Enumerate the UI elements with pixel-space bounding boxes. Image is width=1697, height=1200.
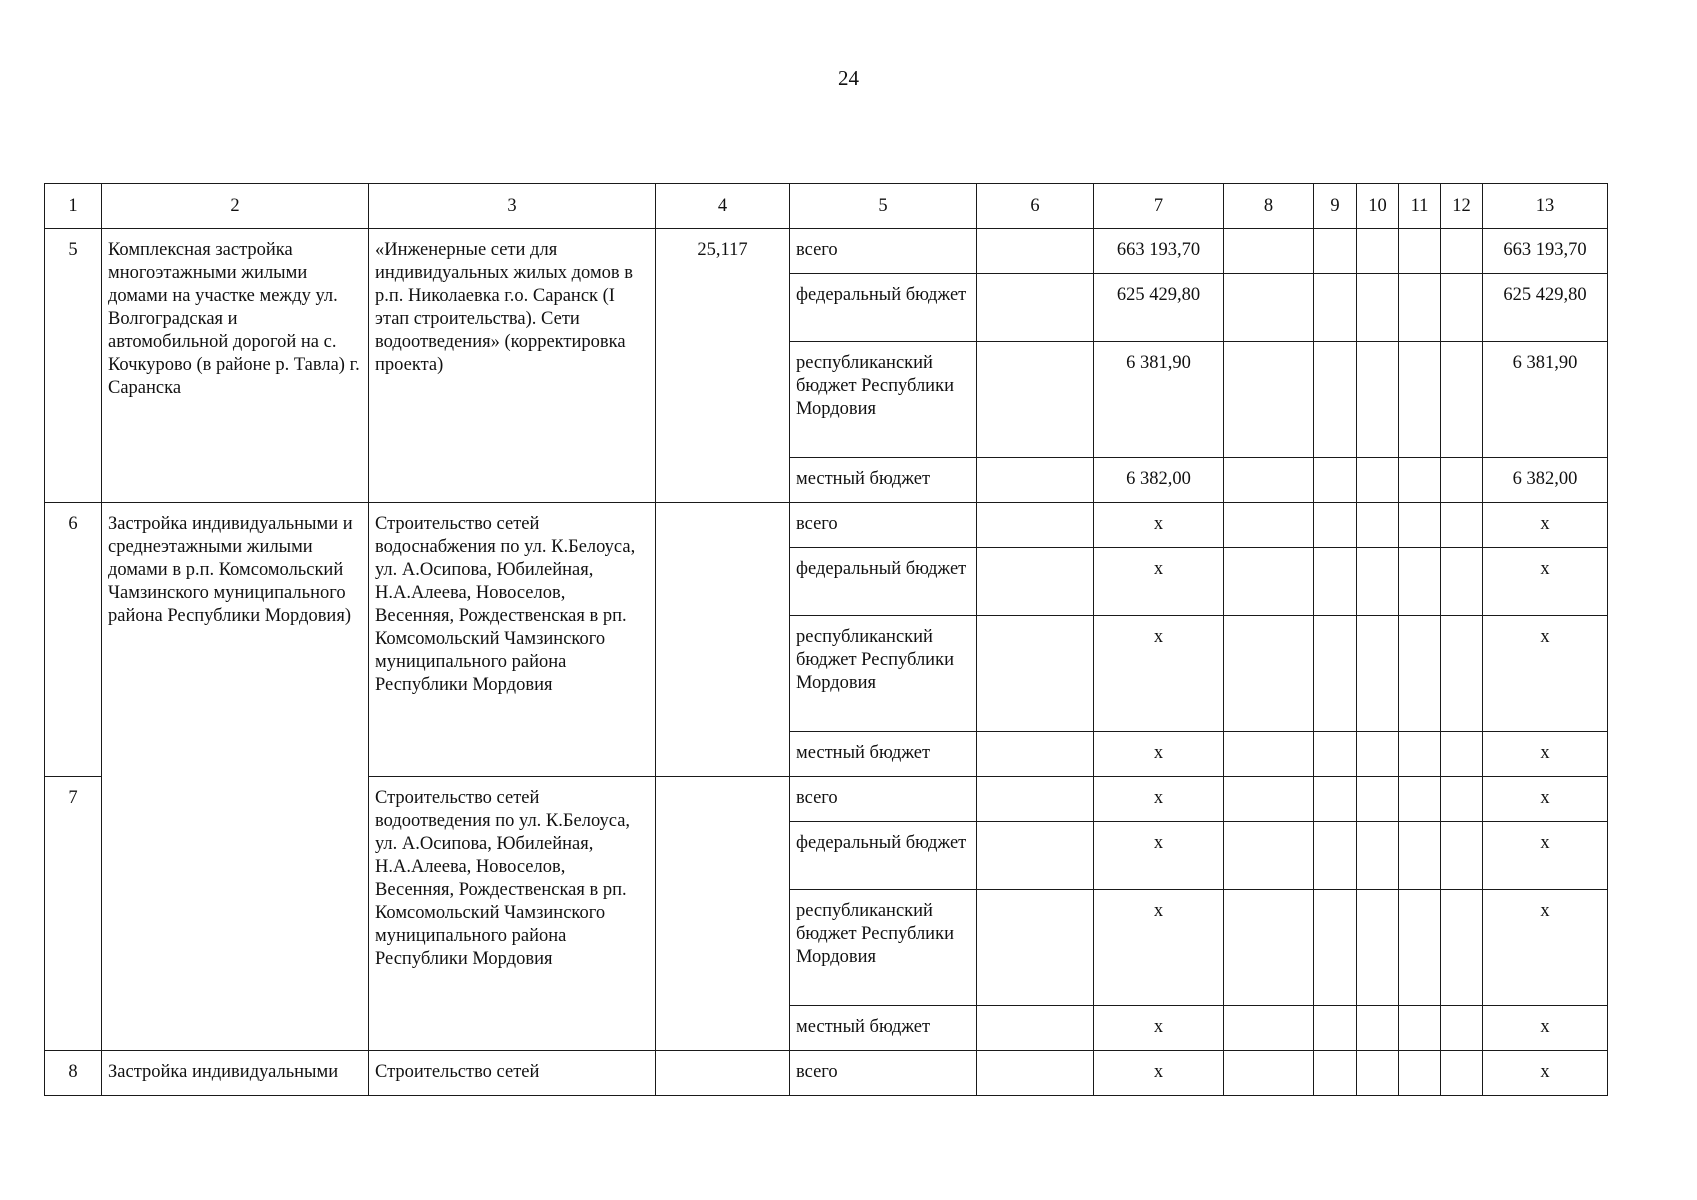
amount-col13: x (1483, 777, 1608, 822)
amount-col13: x (1483, 890, 1608, 1006)
amount-col7: x (1094, 616, 1224, 732)
object-description: Строительство сетей (369, 1051, 656, 1096)
page-number: 24 (838, 66, 859, 90)
column-header: 5 (790, 184, 977, 229)
budget-table (44, 183, 1608, 1096)
amount-col13: x (1483, 732, 1608, 777)
amount-col7: x (1094, 822, 1224, 890)
funding-source: республиканский бюджет Республики Мордовия (790, 342, 977, 458)
amount-col7: x (1094, 1006, 1224, 1051)
amount-col13: 663 193,70 (1483, 229, 1608, 274)
amount-col7: x (1094, 503, 1224, 548)
amount-col13: x (1483, 616, 1608, 732)
funding-source: местный бюджет (790, 458, 977, 503)
row-number: 8 (45, 1051, 102, 1096)
amount-col7: x (1094, 777, 1224, 822)
amount-col13: 6 381,90 (1483, 342, 1608, 458)
funding-source: всего (790, 503, 977, 548)
column-header: 6 (977, 184, 1094, 229)
funding-source: местный бюджет (790, 732, 977, 777)
object-description: «Инженерные сети для индивидуальных жилых домов в р.п. Николаевка г.о. Саранск (I этап строительства). Сети водоотведения» (корректировка проекта) (369, 229, 656, 503)
object-name: Комплексная застройка многоэтажными жилыми домами на участке между ул. Волгоградская и автомобильной дорогой на с. Кочкурово (в районе р. Тавла) г. Саранска (102, 229, 369, 503)
amount-col13: x (1483, 1051, 1608, 1096)
amount-col7: x (1094, 548, 1224, 616)
funding-source: всего (790, 1051, 977, 1096)
column-header: 10 (1357, 184, 1399, 229)
object-name: Застройка индивидуальными (102, 1051, 369, 1096)
funding-source: республиканский бюджет Республики Мордовия (790, 616, 977, 732)
column-header: 11 (1399, 184, 1441, 229)
column-header: 13 (1483, 184, 1608, 229)
object-description: Строительство сетей водоотведения по ул. К.Белоуса, ул. А.Осипова, Юбилейная, Н.А.Алеева, Новоселов, Весенняя, Рождественская в рп. Комсомольский Чамзинского муниципального района Республики Мордовия (369, 777, 656, 1051)
column-header: 8 (1224, 184, 1314, 229)
funding-source: федеральный бюджет (790, 548, 977, 616)
table-row (45, 503, 1608, 548)
funding-source: республиканский бюджет Республики Мордовия (790, 890, 977, 1006)
row-number: 6 (45, 503, 102, 777)
funding-source: всего (790, 229, 977, 274)
funding-source: местный бюджет (790, 1006, 977, 1051)
amount-col7: x (1094, 890, 1224, 1006)
amount-col7: 663 193,70 (1094, 229, 1224, 274)
amount-col13: x (1483, 822, 1608, 890)
amount-col7: x (1094, 732, 1224, 777)
capacity-value: 25,117 (656, 229, 790, 503)
object-name: Застройка индивидуальными и среднеэтажными жилыми домами в р.п. Комсомольский Чамзинского муниципального района Республики Мордовия) (102, 503, 369, 1051)
funding-source: всего (790, 777, 977, 822)
column-header: 2 (102, 184, 369, 229)
column-header: 1 (45, 184, 102, 229)
amount-col13: x (1483, 503, 1608, 548)
table-row (45, 1051, 1608, 1096)
column-header: 4 (656, 184, 790, 229)
column-header: 12 (1441, 184, 1483, 229)
amount-col13: x (1483, 548, 1608, 616)
row-number: 7 (45, 777, 102, 1051)
column-header: 7 (1094, 184, 1224, 229)
funding-source: федеральный бюджет (790, 822, 977, 890)
table-header-row (45, 184, 1608, 229)
object-description: Строительство сетей водоснабжения по ул. К.Белоуса, ул. А.Осипова, Юбилейная, Н.А.Алеева, Новоселов, Весенняя, Рождественская в рп. Комсомольский Чамзинского муниципального района Республики Мордовия (369, 503, 656, 777)
amount-col7: 6 382,00 (1094, 458, 1224, 503)
amount-col7: 625 429,80 (1094, 274, 1224, 342)
amount-col13: 625 429,80 (1483, 274, 1608, 342)
funding-source: федеральный бюджет (790, 274, 977, 342)
amount-col7: 6 381,90 (1094, 342, 1224, 458)
column-header: 3 (369, 184, 656, 229)
column-header: 9 (1314, 184, 1357, 229)
amount-col7: x (1094, 1051, 1224, 1096)
table-row (45, 229, 1608, 274)
amount-col13: x (1483, 1006, 1608, 1051)
amount-col13: 6 382,00 (1483, 458, 1608, 503)
row-number: 5 (45, 229, 102, 503)
